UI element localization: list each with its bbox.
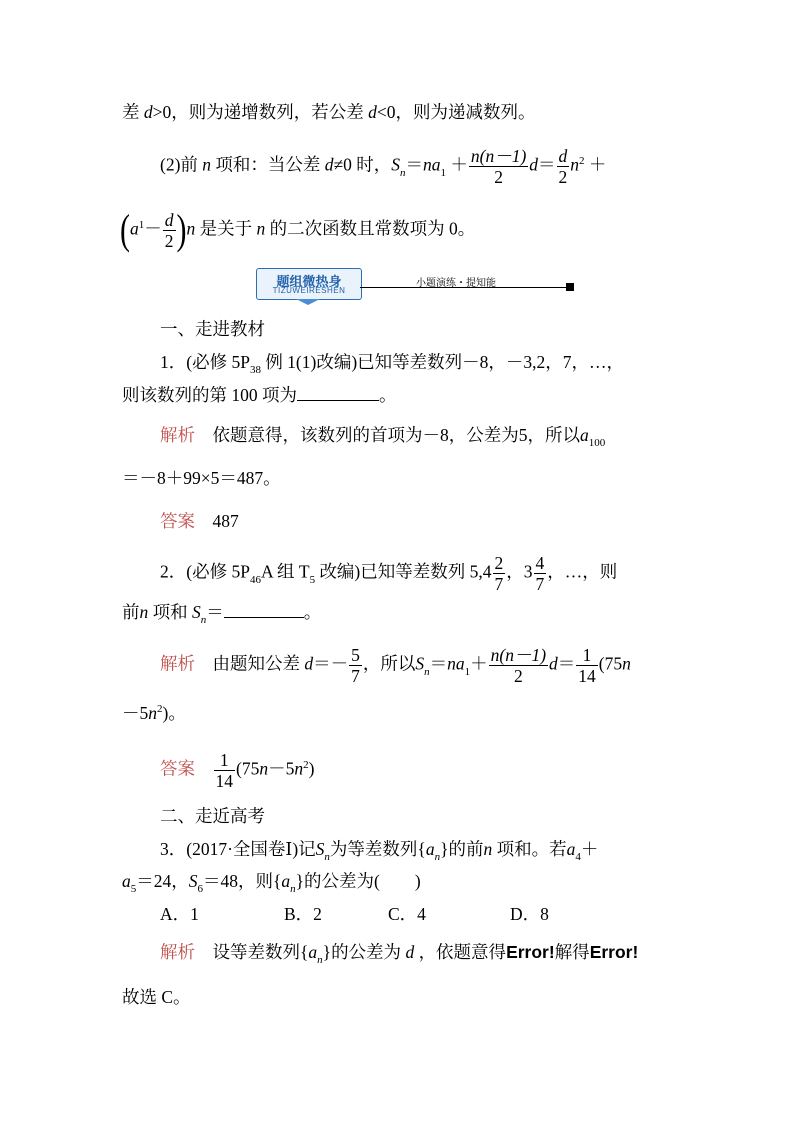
q2-answer: 答案 $\frac{1}{14}$ $(75n-5n^2)$ [160, 750, 315, 791]
q3-option-c[interactable]: C．4 [388, 904, 426, 924]
section-title-1: 一、走进教材 [160, 319, 265, 339]
fraction: $\frac{4}{7}$ [535, 553, 545, 594]
solution-label: 解析 [160, 942, 195, 962]
section-title-2: 二、走近高考 [160, 806, 265, 826]
section-banner [256, 268, 576, 304]
q2-solution-2: $-5n^2$)。 [122, 703, 186, 723]
q3-line-2: $a_5=24$，$S_6=48$，则$\{a_n\}$的公差为( ) [122, 871, 421, 895]
q1-solution: 解析 依题意得，该数列的首项为－8，公差为5，所以$a_{100}$ [160, 425, 606, 449]
solution-label: 解析 [160, 653, 195, 674]
fraction: $\frac{1}{14}$ [215, 750, 233, 791]
solution-label: 解析 [160, 425, 195, 445]
banner-caption: 小题演练・提知能 [416, 278, 496, 289]
square-bullet-icon [566, 283, 574, 291]
q2-line-2: 前n 项和 $S_n=$ 。 [122, 602, 322, 626]
fraction: $\frac{d}{2}$ [558, 146, 568, 187]
banner-pinyin: TIZUWEIRESHEN [272, 286, 346, 295]
q3-option-a[interactable]: A．1 [160, 904, 199, 924]
q1-solution-2: ＝－8＋99×5＝487。 [122, 468, 281, 488]
q1-line-1: 1．(必修 $5P_{38}$ 例 1(1)改编)已知等差数列－8，－3,2，7，…， [160, 352, 625, 376]
intro-line-3: ($a^1-$ $\frac{d}{2}$ )n 是关于 n 的二次函数且常数项为 0。 [120, 206, 476, 253]
answer-blank[interactable] [297, 383, 379, 401]
q2-line-1: 2．(必修 $5P_{46}A$ 组 $T_5$ 改编)已知等差数列 5,4 $\frac{2}{7}$ ，3 $\frac{4}{7}$ ，…，则 [160, 553, 618, 594]
q1-answer: 答案 487 [160, 511, 239, 531]
answer-label: 答案 [160, 758, 195, 779]
fraction: $\frac{d}{2}$ [164, 210, 174, 251]
banner-title: 题组微热身 [276, 274, 342, 289]
fraction: $\frac{1}{14}$ [578, 645, 596, 686]
banner-box [256, 268, 362, 300]
fraction: $\frac{5}{7}$ [351, 645, 360, 686]
fraction: $\frac{n(n-1)}{2}$ [470, 146, 527, 187]
q1-line-2: 则该数列的第 100 项为 。 [122, 385, 397, 405]
fraction: $\frac{n(n-1)}{2}$ [490, 645, 547, 686]
q3-solution-2: 故选 C。 [122, 987, 191, 1007]
q3-option-d[interactable]: D．8 [510, 904, 549, 924]
q3-solution: 解析 设等差数列$\{a_n\}$的公差为 d ，依题意得Error!解得Error! [160, 942, 639, 966]
answer-label: 答案 [160, 511, 195, 531]
q3-option-b[interactable]: B．2 [284, 904, 322, 924]
answer-blank[interactable] [224, 600, 304, 618]
fraction: $\frac{2}{7}$ [494, 553, 504, 594]
error-text: Error! [589, 942, 639, 962]
intro-line-1: 差 d>0，则为递增数列，若公差 d<0，则为递减数列。 [122, 102, 536, 122]
banner-pointer-icon [296, 299, 320, 305]
q3-line-1: 3．(2017·全国卷Ⅰ)记$S_n$为等差数列$\{a_n\}$的前n 项和。若$a_4+$ [160, 839, 599, 863]
q2-solution: 解析 由题知公差 d＝－ $\frac{5}{7}$ ，所以$S_n=na_1+$ $\frac{n(n-1)}{2}$ d＝ $\frac{1}{14}$ (75n [160, 645, 631, 686]
intro-line-2: (2)前 n 项和：当公差 d≠0 时，$S_n=na_1$ ＋ $\frac{n(n-1)}{2}$ d＝ $\frac{d}{2}$ $n^2$ ＋ [160, 146, 607, 187]
error-text: Error! [506, 942, 555, 962]
